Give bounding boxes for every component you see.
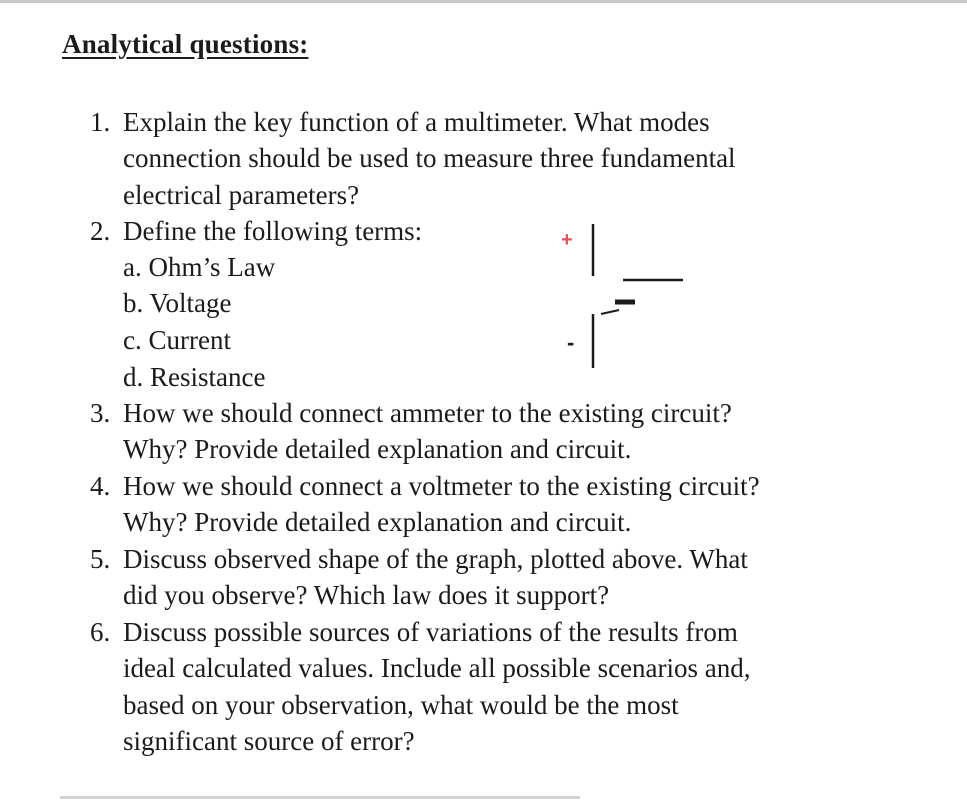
connector-stroke: [601, 310, 619, 314]
question-1-number: 1.: [90, 107, 111, 137]
minus-sign: -: [567, 330, 575, 355]
bottom-divider: [60, 796, 580, 799]
question-4-line-1: How we should connect a voltmeter to the existing circuit?: [123, 471, 760, 501]
question-6-number: 6.: [90, 617, 111, 647]
term-current: c. Current: [123, 325, 231, 355]
question-4-number: 4.: [90, 471, 111, 501]
question-5-line-1: Discuss observed shape of the graph, plotted above. What: [123, 544, 748, 574]
question-3-line-1: How we should connect ammeter to the existing circuit?: [123, 398, 732, 428]
question-6-line-2: ideal calculated values. Include all possible scenarios and,: [123, 653, 751, 683]
question-6-line-4: significant source of error?: [123, 726, 415, 756]
question-6-line-1: Discuss possible sources of variations of the results from: [123, 617, 738, 647]
question-2-line-1: Define the following terms:: [123, 216, 423, 246]
top-divider: [0, 0, 967, 3]
question-1-line-2: connection should be used to measure three fundamental: [123, 143, 736, 173]
question-1-line-3: electrical parameters?: [123, 180, 360, 210]
term-ohms-law: a. Ohm’s Law: [123, 252, 276, 282]
question-4-line-2: Why? Provide detailed explanation and circuit.: [123, 507, 632, 537]
page-heading: Analytical questions:: [62, 29, 309, 59]
term-voltage: b. Voltage: [123, 288, 232, 318]
term-resistance: d. Resistance: [123, 362, 266, 392]
plus-sign: +: [561, 229, 573, 251]
question-5-number: 5.: [90, 544, 111, 574]
question-2-number: 2.: [90, 216, 111, 246]
question-5-line-2: did you observe? Which law does it support?: [123, 580, 610, 610]
question-1-line-1: Explain the key function of a multimeter. What modes: [123, 107, 710, 137]
question-3-number: 3.: [90, 398, 111, 428]
question-3-line-2: Why? Provide detailed explanation and circuit.: [123, 434, 632, 464]
question-6-line-3: based on your observation, what would be the most: [123, 690, 679, 720]
battery-symbol-diagram: [555, 218, 695, 378]
